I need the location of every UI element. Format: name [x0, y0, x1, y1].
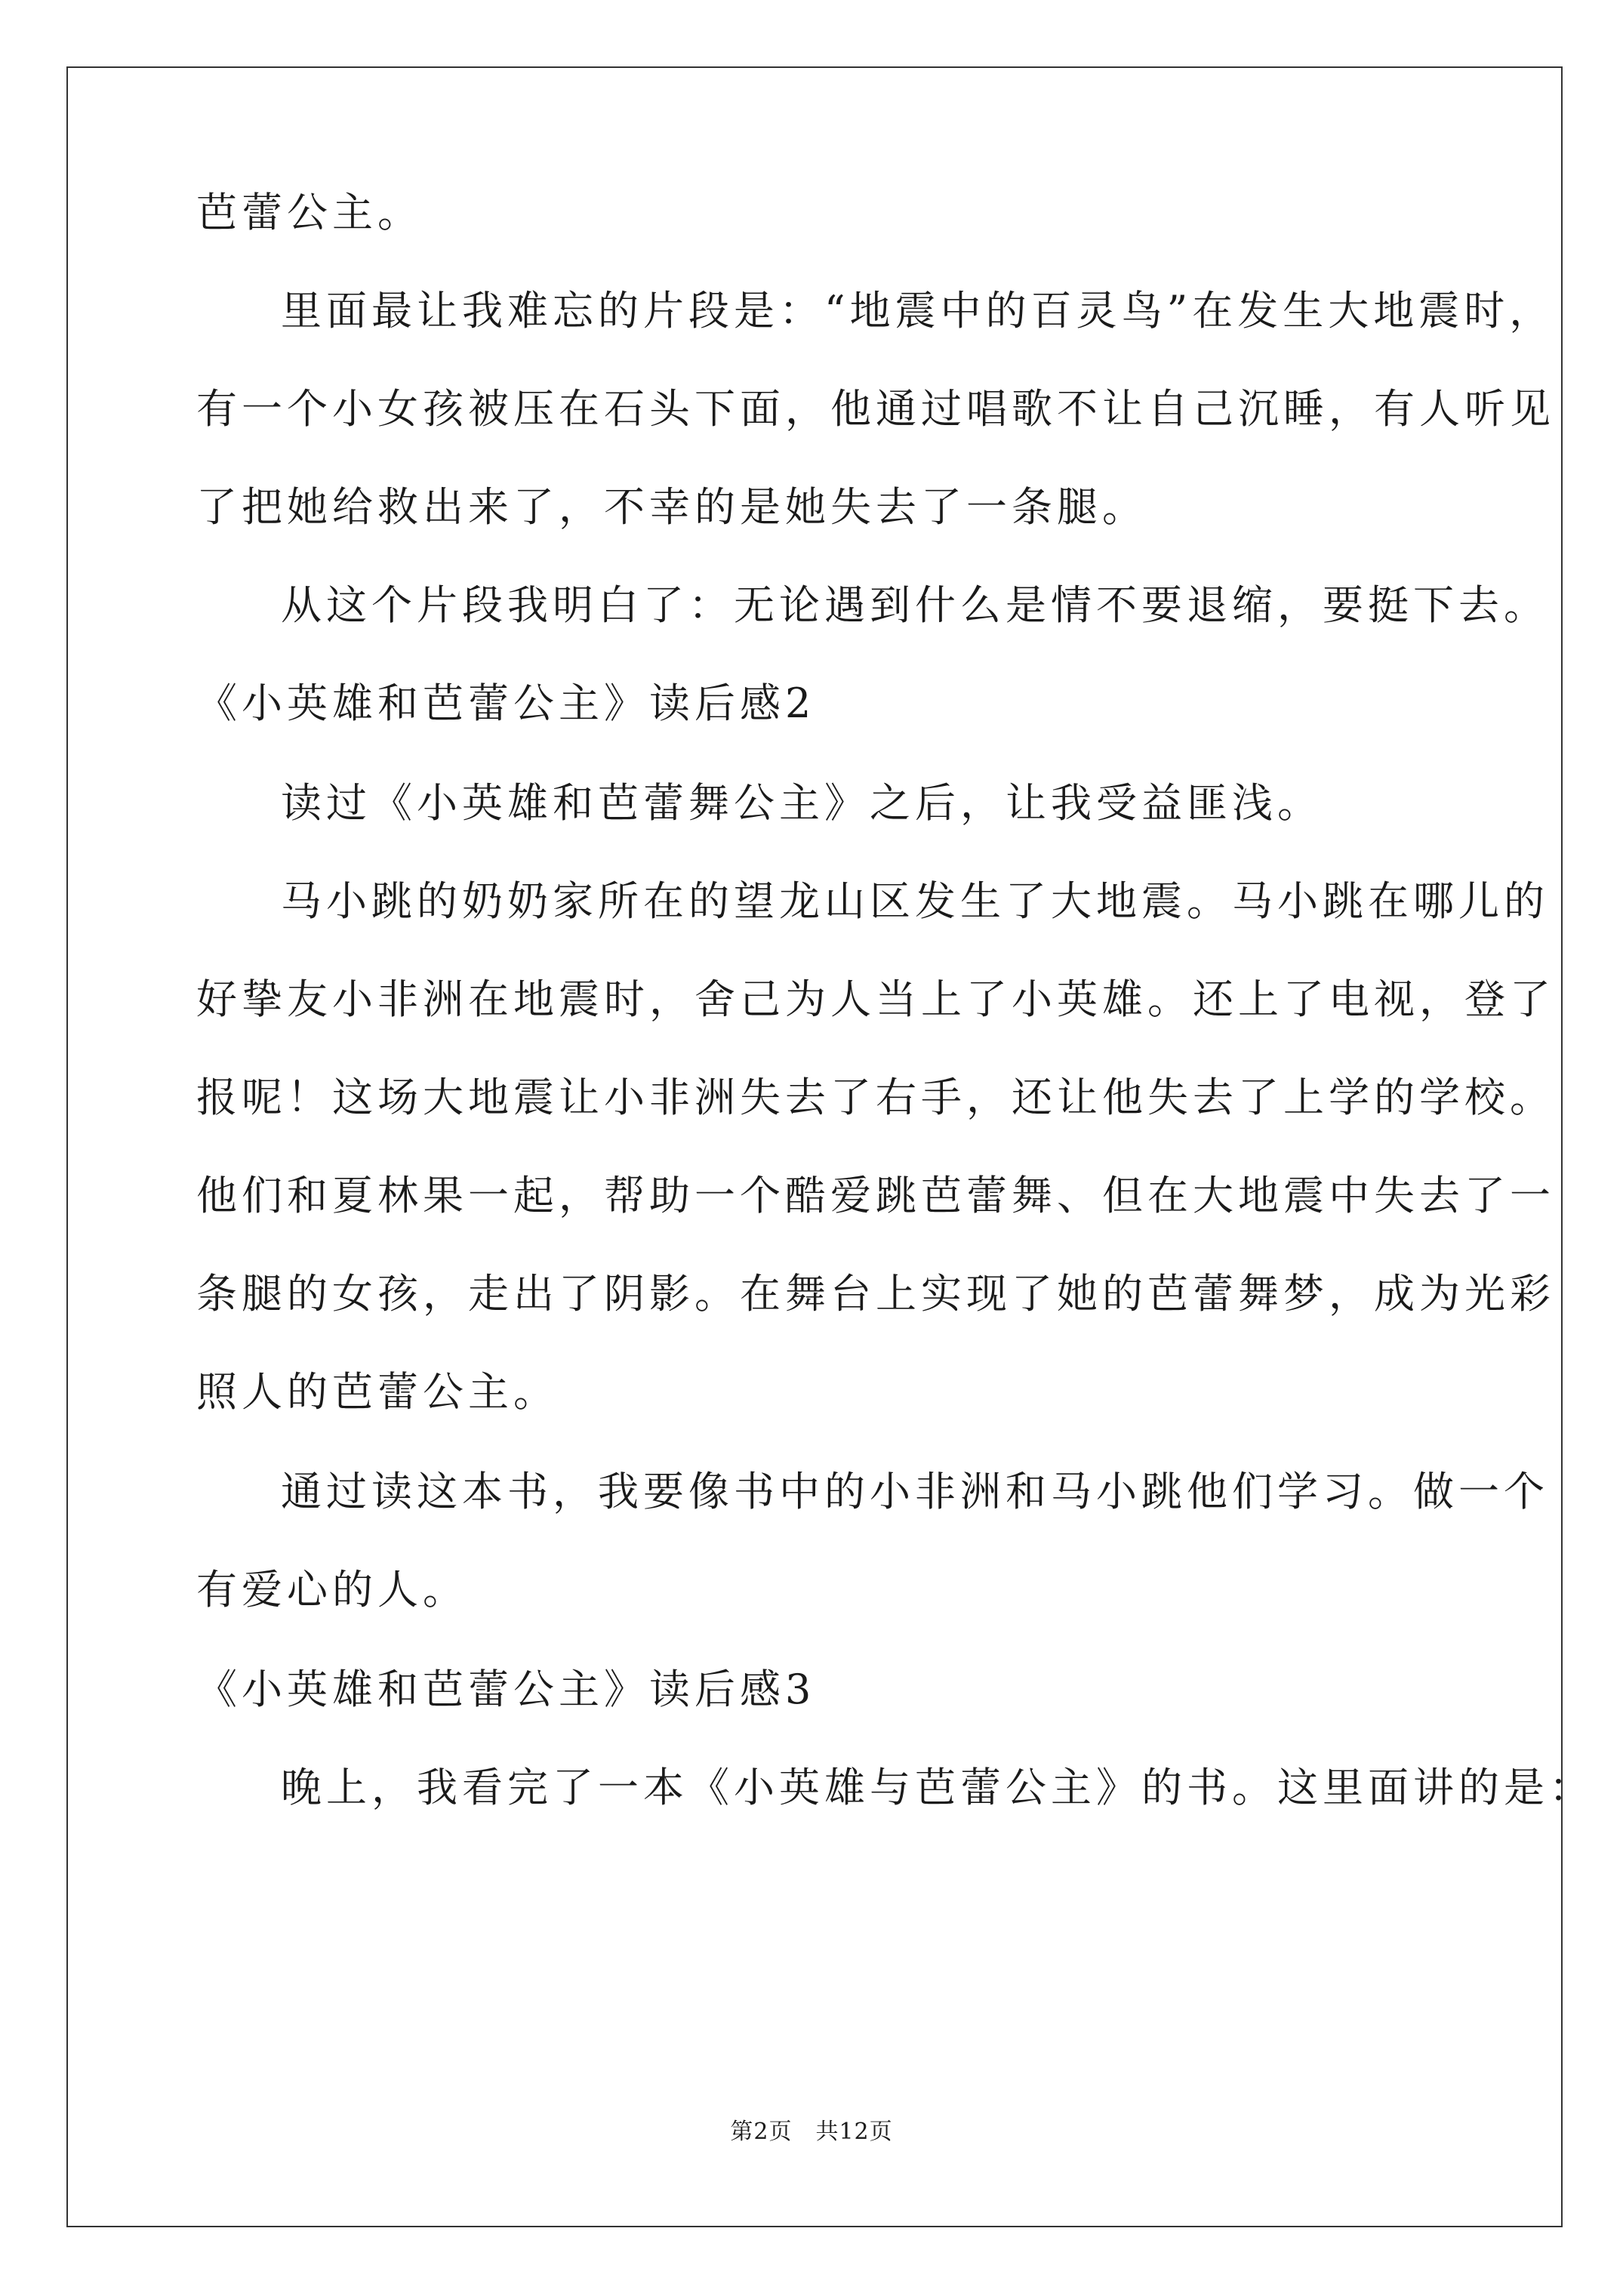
section-heading: 《小英雄和芭蕾公主》读后感3 — [196, 1666, 816, 1713]
text-line: 芭蕾公主。 — [196, 189, 423, 236]
text-line: 有一个小女孩被压在石头下面，他通过唱歌不让自己沉睡，有人听见 — [196, 385, 1555, 433]
text-line: 了把她给救出来了，不幸的是她失去了一条腿。 — [196, 483, 1147, 531]
text-line: 报呢！这场大地震让小非洲失去了右手，还让他失去了上学的学校。 — [196, 1074, 1555, 1121]
paragraph-start: 读过《小英雄和芭蕾舞公主》之后，让我受益匪浅。 — [281, 779, 1323, 827]
paragraph-start: 里面最让我难忘的片段是：“地震中的百灵鸟”在发生大地震时， — [281, 287, 1555, 334]
page-footer: 第2页 共12页 — [730, 2119, 893, 2145]
paragraph-start: 晚上，我看完了一本《小英雄与芭蕾公主》的书。这里面讲的是： — [281, 1764, 1594, 1811]
text-line: 他们和夏林果一起，帮助一个酷爱跳芭蕾舞、但在大地震中失去了一 — [196, 1172, 1555, 1219]
text-line: 照人的芭蕾公主。 — [196, 1368, 559, 1416]
paragraph-start: 从这个片段我明白了：无论遇到什么是情不要退缩，要挺下去。 — [281, 581, 1549, 629]
text-line: 好挚友小非洲在地震时，舍己为人当上了小英雄。还上了电视，登了 — [196, 975, 1555, 1023]
paragraph-start: 通过读这本书，我要像书中的小非洲和马小跳他们学习。做一个 — [281, 1468, 1549, 1515]
section-heading: 《小英雄和芭蕾公主》读后感2 — [196, 680, 816, 727]
text-line: 条腿的女孩，走出了阴影。在舞台上实现了她的芭蕾舞梦，成为光彩 — [196, 1270, 1555, 1318]
paragraph-start: 马小跳的奶奶家所在的望龙山区发生了大地震。马小跳在哪儿的 — [281, 877, 1549, 925]
text-line: 有爱心的人。 — [196, 1566, 468, 1613]
